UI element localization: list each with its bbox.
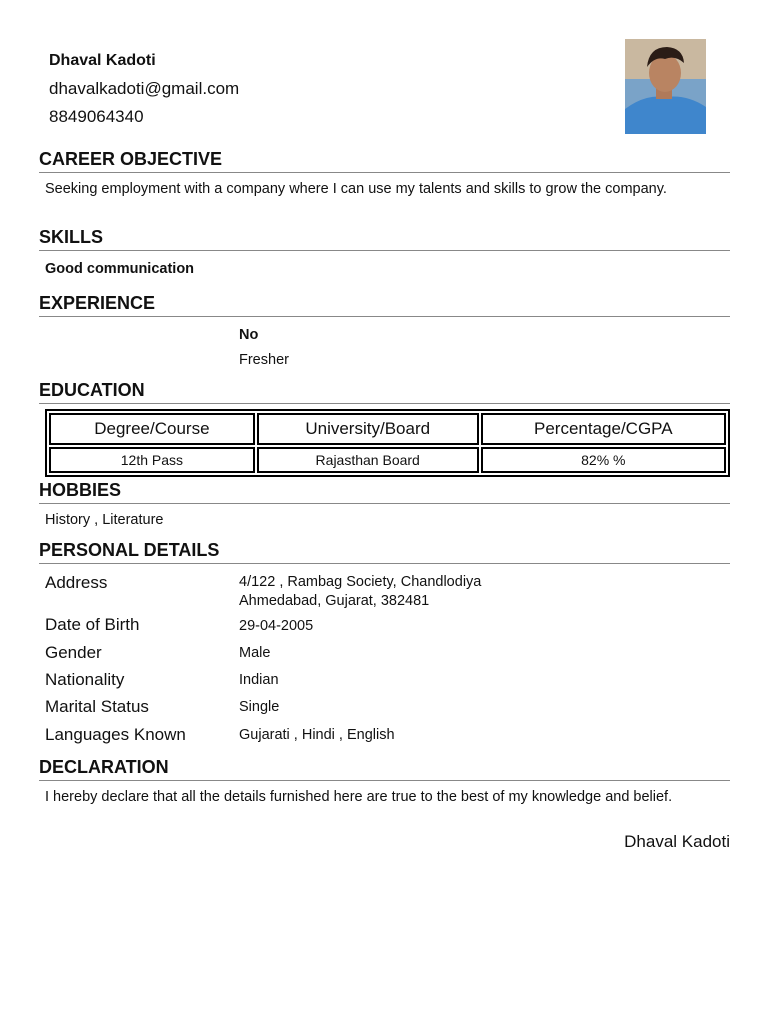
hobbies-text: History , Literature bbox=[45, 512, 164, 528]
table-header-degree: Degree/Course bbox=[49, 413, 255, 445]
table-header-row bbox=[49, 413, 726, 445]
declaration-text: I hereby declare that all the details furnished here are true to the best of my knowledge and belief. bbox=[45, 789, 673, 805]
experience-heading: EXPERIENCE bbox=[39, 293, 730, 317]
education-table bbox=[45, 409, 730, 477]
skill-item: Good communication bbox=[45, 261, 195, 277]
table-header-university: University/Board bbox=[257, 413, 479, 445]
candidate-name: Dhaval Kadoti bbox=[49, 52, 156, 69]
table-row bbox=[49, 447, 726, 473]
experience-line-2: Fresher bbox=[239, 352, 289, 368]
declaration-heading: DECLARATION bbox=[39, 757, 730, 781]
profile-photo bbox=[625, 39, 706, 134]
gender-value: Male bbox=[239, 645, 271, 661]
candidate-email[interactable]: dhavalkadoti@gmail.com bbox=[49, 79, 240, 98]
profile-photo-image bbox=[625, 39, 706, 134]
marital-status-label: Marital Status bbox=[45, 697, 149, 716]
personal-details-heading: PERSONAL DETAILS bbox=[39, 540, 730, 564]
table-header-percentage: Percentage/CGPA bbox=[481, 413, 726, 445]
table-cell-degree: 12th Pass bbox=[49, 447, 255, 473]
education-heading: EDUCATION bbox=[39, 380, 730, 404]
address-label: Address bbox=[45, 573, 108, 592]
nationality-label: Nationality bbox=[45, 670, 125, 689]
skills-heading: SKILLS bbox=[39, 227, 730, 251]
career-objective-text: Seeking employment with a company where I can use my talents and skills to grow the company. bbox=[45, 181, 667, 197]
nationality-value: Indian bbox=[239, 672, 279, 688]
address-line-2: Ahmedabad, Gujarat, 382481 bbox=[239, 593, 430, 609]
table-cell-percentage: 82% % bbox=[481, 447, 726, 473]
languages-value: Gujarati , Hindi , English bbox=[239, 727, 395, 743]
marital-status-value: Single bbox=[239, 699, 280, 715]
experience-line-1: No bbox=[239, 327, 259, 343]
career-objective-heading: CAREER OBJECTIVE bbox=[39, 149, 730, 173]
dob-value: 29-04-2005 bbox=[239, 618, 314, 634]
languages-label: Languages Known bbox=[45, 725, 186, 744]
address-line-1: 4/122 , Rambag Society, Chandlodiya bbox=[239, 574, 482, 590]
candidate-phone: 8849064340 bbox=[49, 107, 144, 126]
gender-label: Gender bbox=[45, 643, 102, 662]
table-cell-university: Rajasthan Board bbox=[257, 447, 479, 473]
hobbies-heading: HOBBIES bbox=[39, 480, 730, 504]
dob-label: Date of Birth bbox=[45, 615, 140, 634]
signature-name: Dhaval Kadoti bbox=[624, 832, 730, 851]
